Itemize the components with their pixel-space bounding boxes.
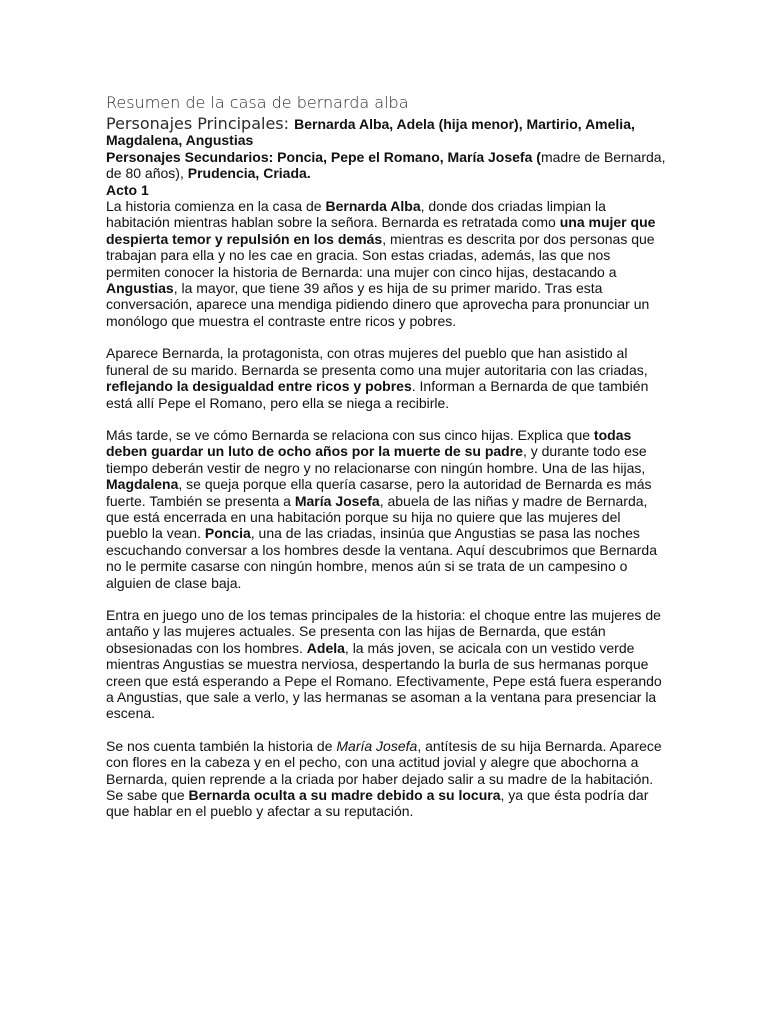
secondary-characters-note: madre de Bernarda, de 80 años),	[106, 148, 666, 182]
text-run: Más tarde, se ve cómo Bernarda se relaciona con sus cinco hijas. Explica que	[106, 426, 594, 443]
bold-run: una mujer que despierta temor y repulsión en los demás	[106, 214, 656, 247]
text-run: , la mayor, que tiene 39 años y es hija de su primer marido. Tras esta conversación, aparece una mendiga pidiendo dinero que aprovecha para pronunciar un monólogo que muestra el contraste entre ricos y pobres.	[106, 280, 650, 329]
bold-run: reflejando la desigualdad entre ricos y pobres	[106, 378, 412, 395]
main-characters-names: Bernarda Alba, Adela (hija menor), Martirio, Amelia, Magdalena, Angustias	[106, 116, 635, 149]
bold-run: Bernarda Alba	[325, 198, 421, 215]
bold-run: Adela	[306, 639, 345, 656]
text-run: , antítesis de su hija Bernarda. Aparece con flores en la cabeza y en el pecho, con una actitud jovial y alegre que abochorna a Bernarda, quien reprende a la criada por haber dejado salir a su madre de la habitación. Se sabe que	[106, 737, 662, 804]
text-run: , se queja porque ella quería casarse, pero la autoridad de Bernarda es más fuerte. También se presenta a	[106, 476, 652, 509]
bold-run: todas deben guardar un luto de ocho años por la muerte de su padre	[106, 426, 632, 460]
paragraph-5	[106, 738, 666, 820]
main-characters-label: Personajes Principales:	[106, 114, 295, 133]
main-characters	[106, 116, 666, 149]
bold-run: Poncia	[204, 525, 251, 542]
bold-run: María Josefa	[294, 492, 380, 509]
text-run: , una de las criadas, insinúa que Angustias se pasa las noches escuchando conversar a los hombres desde la ventana. Aquí descubrimos que Bernarda no le permite casarse con ningún hombre, menos aún si se trata de un campesino o alguien de clase baja.	[106, 525, 658, 591]
text-run: La historia comienza en la casa de	[106, 198, 326, 215]
act-title: Acto 1	[106, 181, 149, 198]
paragraph-3	[106, 427, 666, 591]
bold-run: Magdalena	[106, 476, 179, 493]
text-run: . Informan a Bernarda de que también está allí Pepe el Romano, pero ella se niega a recibirle.	[106, 378, 649, 411]
text-run: Se nos cuenta también la historia de	[106, 737, 337, 754]
paragraph-1	[106, 198, 666, 329]
secondary-characters-label: Personajes Secundarios: Poncia, Pepe el Romano, María Josefa (	[106, 148, 541, 165]
document-page	[106, 92, 666, 836]
paragraph-4	[106, 607, 666, 722]
secondary-characters	[106, 149, 666, 182]
text-run: Aparece Bernarda, la protagonista, con otras mujeres del pueblo que han asistido al funeral de su marido. Bernarda se presenta como una mujer autoritaria con las criadas,	[106, 345, 648, 378]
bold-run: Bernarda oculta a su madre debido a su locura	[188, 787, 501, 804]
text-run: , la más joven, se acicala con un vestido verde mientras Angustias se muestra nerviosa, despertando la burla de sus hermanas porque creen que está esperando a Pepe el Romano. Efectivamente, Pepe está fuera esperando a Angustias, que sale a verlo, y las hermanas se asoman a la ventana para presenciar la escena.	[106, 639, 662, 722]
text-run: , abuela de las niñas y madre de Bernarda, que está encerrada en una habitación porque su hija no quiere que las mujeres del pueblo la vean.	[106, 492, 648, 542]
secondary-characters-rest: Prudencia, Criada.	[187, 165, 311, 182]
text-run: , mientras es descrita por dos personas que trabajan para ella y no les cae en gracia. Son estas criadas, además, las que nos permiten conocer la historia de Bernarda: una mujer con cinco hijas, destacando a	[106, 230, 655, 280]
text-run: , y durante todo ese tiempo deberán vestir de negro y no relacionarse con ningún hombre. Una de las hijas,	[106, 443, 647, 476]
document-title: Resumen de la casa de bernarda alba	[106, 93, 409, 112]
text-run: , ya que ésta podría dar que hablar en el pueblo y afectar a su reputación.	[106, 787, 649, 820]
bold-run: Angustias	[106, 280, 174, 297]
italic-run: María Josefa	[336, 737, 418, 754]
text-run: , donde dos criadas limpian la habitación mientras hablan sobre la señora. Bernarda es retratada como	[106, 198, 606, 231]
text-run: Entra en juego uno de los temas principales de la historia: el choque entre las mujeres de antaño y las mujeres actuales. Se presenta con las hijas de Bernarda, que están obsesionadas con los hombres.	[106, 606, 661, 656]
paragraph-2	[106, 345, 666, 411]
